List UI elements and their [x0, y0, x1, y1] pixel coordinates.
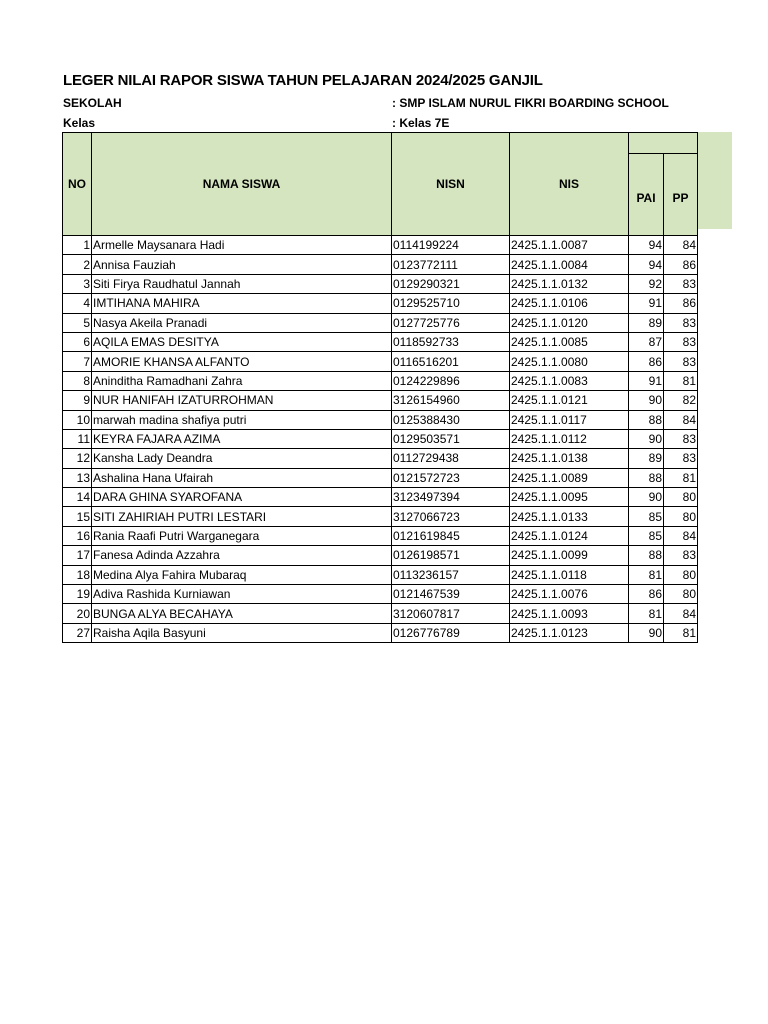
- table-row: [63, 352, 698, 371]
- cell-name: BUNGA ALYA BECAHAYA: [92, 604, 392, 623]
- header-name: NAMA SISWA: [92, 133, 392, 236]
- table-row: [63, 274, 698, 293]
- header-subject-group: [629, 133, 698, 154]
- cell-pp: 81: [664, 371, 698, 390]
- cell-no: 8: [63, 371, 92, 390]
- cell-nis: 2425.1.1.0099: [510, 546, 629, 565]
- cell-name: Fanesa Adinda Azzahra: [92, 546, 392, 565]
- cell-nisn: 0123772111: [392, 255, 510, 274]
- cell-no: 13: [63, 468, 92, 487]
- cell-no: 14: [63, 488, 92, 507]
- cell-nisn: 0126198571: [392, 546, 510, 565]
- cell-nisn: 0112729438: [392, 449, 510, 468]
- cell-nisn: 0114199224: [392, 236, 510, 255]
- cell-pp: 84: [664, 526, 698, 545]
- cell-name: DARA GHINA SYAROFANA: [92, 488, 392, 507]
- table-row: [63, 468, 698, 487]
- class-value: : Kelas 7E: [392, 116, 450, 130]
- cell-no: 20: [63, 604, 92, 623]
- header-nisn: NISN: [392, 133, 510, 236]
- cell-pp: 83: [664, 429, 698, 448]
- cell-pai: 85: [629, 507, 664, 526]
- table-row: [63, 507, 698, 526]
- cell-name: Armelle Maysanara Hadi: [92, 236, 392, 255]
- cell-pp: 80: [664, 507, 698, 526]
- cell-pai: 81: [629, 565, 664, 584]
- header-pai: PAI: [629, 154, 664, 236]
- table-row: [63, 488, 698, 507]
- cell-no: 17: [63, 546, 92, 565]
- cell-nisn: 0129525710: [392, 294, 510, 313]
- cell-nisn: 0118592733: [392, 332, 510, 351]
- cell-pp: 81: [664, 623, 698, 642]
- cell-nisn: 0116516201: [392, 352, 510, 371]
- cell-no: 6: [63, 332, 92, 351]
- cell-pai: 91: [629, 371, 664, 390]
- school-value: : SMP ISLAM NURUL FIKRI BOARDING SCHOOL: [392, 96, 669, 110]
- cell-pai: 90: [629, 488, 664, 507]
- table-row: [63, 565, 698, 584]
- cell-pp: 83: [664, 449, 698, 468]
- cell-pai: 94: [629, 236, 664, 255]
- cell-nis: 2425.1.1.0120: [510, 313, 629, 332]
- cell-nis: 2425.1.1.0123: [510, 623, 629, 642]
- cell-nisn: 0113236157: [392, 565, 510, 584]
- cell-name: Medina Alya Fahira Mubaraq: [92, 565, 392, 584]
- cell-pp: 83: [664, 352, 698, 371]
- class-label: Kelas: [63, 116, 96, 130]
- table-row: [63, 526, 698, 545]
- cell-nisn: 3126154960: [392, 391, 510, 410]
- cell-nis: 2425.1.1.0118: [510, 565, 629, 584]
- cell-pai: 85: [629, 526, 664, 545]
- table-row: [63, 623, 698, 642]
- cell-pai: 88: [629, 410, 664, 429]
- cell-no: 27: [63, 623, 92, 642]
- cell-nis: 2425.1.1.0084: [510, 255, 629, 274]
- school-label: SEKOLAH: [63, 96, 122, 110]
- cell-nis: 2425.1.1.0124: [510, 526, 629, 545]
- cell-pp: 86: [664, 294, 698, 313]
- header-fill-extension: [697, 132, 732, 229]
- header-nis: NIS: [510, 133, 629, 236]
- table-row: [63, 371, 698, 390]
- cell-nisn: 0121572723: [392, 468, 510, 487]
- cell-nis: 2425.1.1.0093: [510, 604, 629, 623]
- cell-pp: 80: [664, 585, 698, 604]
- cell-nis: 2425.1.1.0083: [510, 371, 629, 390]
- cell-no: 18: [63, 565, 92, 584]
- cell-pp: 83: [664, 332, 698, 351]
- table-row: [63, 332, 698, 351]
- cell-pai: 94: [629, 255, 664, 274]
- cell-pai: 89: [629, 449, 664, 468]
- table-row: [63, 429, 698, 448]
- cell-nis: 2425.1.1.0087: [510, 236, 629, 255]
- cell-pai: 90: [629, 391, 664, 410]
- cell-name: Kansha Lady Deandra: [92, 449, 392, 468]
- cell-name: Raisha Aqila Basyuni: [92, 623, 392, 642]
- cell-pai: 87: [629, 332, 664, 351]
- cell-nis: 2425.1.1.0112: [510, 429, 629, 448]
- cell-name: Rania Raafi Putri Warganegara: [92, 526, 392, 545]
- document-title: LEGER NILAI RAPOR SISWA TAHUN PELAJARAN 2024/2025 GANJIL: [63, 72, 543, 89]
- cell-nis: 2425.1.1.0080: [510, 352, 629, 371]
- cell-name: Nasya Akeila Pranadi: [92, 313, 392, 332]
- cell-nisn: 0124229896: [392, 371, 510, 390]
- cell-nis: 2425.1.1.0132: [510, 274, 629, 293]
- cell-pp: 84: [664, 410, 698, 429]
- cell-pp: 83: [664, 546, 698, 565]
- cell-nisn: 3127066723: [392, 507, 510, 526]
- table-row: [63, 449, 698, 468]
- cell-pp: 80: [664, 488, 698, 507]
- cell-pai: 90: [629, 429, 664, 448]
- table-row: [63, 585, 698, 604]
- cell-name: KEYRA FAJARA AZIMA: [92, 429, 392, 448]
- cell-pai: 81: [629, 604, 664, 623]
- cell-nis: 2425.1.1.0117: [510, 410, 629, 429]
- grades-table: [62, 132, 698, 643]
- table-row: [63, 294, 698, 313]
- table-row: [63, 255, 698, 274]
- cell-nis: 2425.1.1.0089: [510, 468, 629, 487]
- cell-no: 2: [63, 255, 92, 274]
- cell-pai: 88: [629, 468, 664, 487]
- header-no: NO: [63, 133, 92, 236]
- cell-nisn: 3120607817: [392, 604, 510, 623]
- cell-pai: 86: [629, 585, 664, 604]
- cell-nis: 2425.1.1.0121: [510, 391, 629, 410]
- table-row: [63, 410, 698, 429]
- cell-nis: 2425.1.1.0076: [510, 585, 629, 604]
- cell-nisn: 0127725776: [392, 313, 510, 332]
- cell-nis: 2425.1.1.0106: [510, 294, 629, 313]
- cell-no: 3: [63, 274, 92, 293]
- cell-name: NUR HANIFAH IZATURROHMAN: [92, 391, 392, 410]
- cell-no: 4: [63, 294, 92, 313]
- cell-nisn: 0121467539: [392, 585, 510, 604]
- cell-pp: 83: [664, 313, 698, 332]
- cell-nisn: 0126776789: [392, 623, 510, 642]
- cell-pai: 86: [629, 352, 664, 371]
- cell-pp: 83: [664, 274, 698, 293]
- cell-name: marwah madina shafiya putri: [92, 410, 392, 429]
- cell-pai: 88: [629, 546, 664, 565]
- cell-name: IMTIHANA MAHIRA: [92, 294, 392, 313]
- cell-nis: 2425.1.1.0138: [510, 449, 629, 468]
- cell-pai: 89: [629, 313, 664, 332]
- cell-pp: 81: [664, 468, 698, 487]
- cell-name: Adiva Rashida Kurniawan: [92, 585, 392, 604]
- cell-pai: 91: [629, 294, 664, 313]
- cell-nisn: 0125388430: [392, 410, 510, 429]
- cell-no: 1: [63, 236, 92, 255]
- cell-no: 15: [63, 507, 92, 526]
- cell-nis: 2425.1.1.0085: [510, 332, 629, 351]
- header-pp: PP: [664, 154, 698, 236]
- cell-no: 5: [63, 313, 92, 332]
- cell-no: 9: [63, 391, 92, 410]
- table-row: [63, 391, 698, 410]
- cell-nisn: 0129503571: [392, 429, 510, 448]
- cell-pp: 80: [664, 565, 698, 584]
- cell-nisn: 0121619845: [392, 526, 510, 545]
- table-body: [63, 236, 698, 643]
- cell-name: AQILA EMAS DESITYA: [92, 332, 392, 351]
- cell-nisn: 0129290321: [392, 274, 510, 293]
- cell-nis: 2425.1.1.0095: [510, 488, 629, 507]
- table-row: [63, 546, 698, 565]
- cell-name: Annisa Fauziah: [92, 255, 392, 274]
- cell-name: AMORIE KHANSA ALFANTO: [92, 352, 392, 371]
- cell-no: 19: [63, 585, 92, 604]
- cell-pai: 90: [629, 623, 664, 642]
- cell-pai: 92: [629, 274, 664, 293]
- cell-nisn: 3123497394: [392, 488, 510, 507]
- cell-pp: 86: [664, 255, 698, 274]
- cell-no: 10: [63, 410, 92, 429]
- cell-name: Aninditha Ramadhani Zahra: [92, 371, 392, 390]
- cell-name: SITI ZAHIRIAH PUTRI LESTARI: [92, 507, 392, 526]
- cell-nis: 2425.1.1.0133: [510, 507, 629, 526]
- cell-no: 11: [63, 429, 92, 448]
- cell-pp: 84: [664, 604, 698, 623]
- cell-name: Siti Firya Raudhatul Jannah: [92, 274, 392, 293]
- cell-pp: 82: [664, 391, 698, 410]
- table-row: [63, 236, 698, 255]
- cell-pp: 84: [664, 236, 698, 255]
- cell-no: 12: [63, 449, 92, 468]
- cell-no: 7: [63, 352, 92, 371]
- table-row: [63, 604, 698, 623]
- cell-no: 16: [63, 526, 92, 545]
- table-row: [63, 313, 698, 332]
- cell-name: Ashalina Hana Ufairah: [92, 468, 392, 487]
